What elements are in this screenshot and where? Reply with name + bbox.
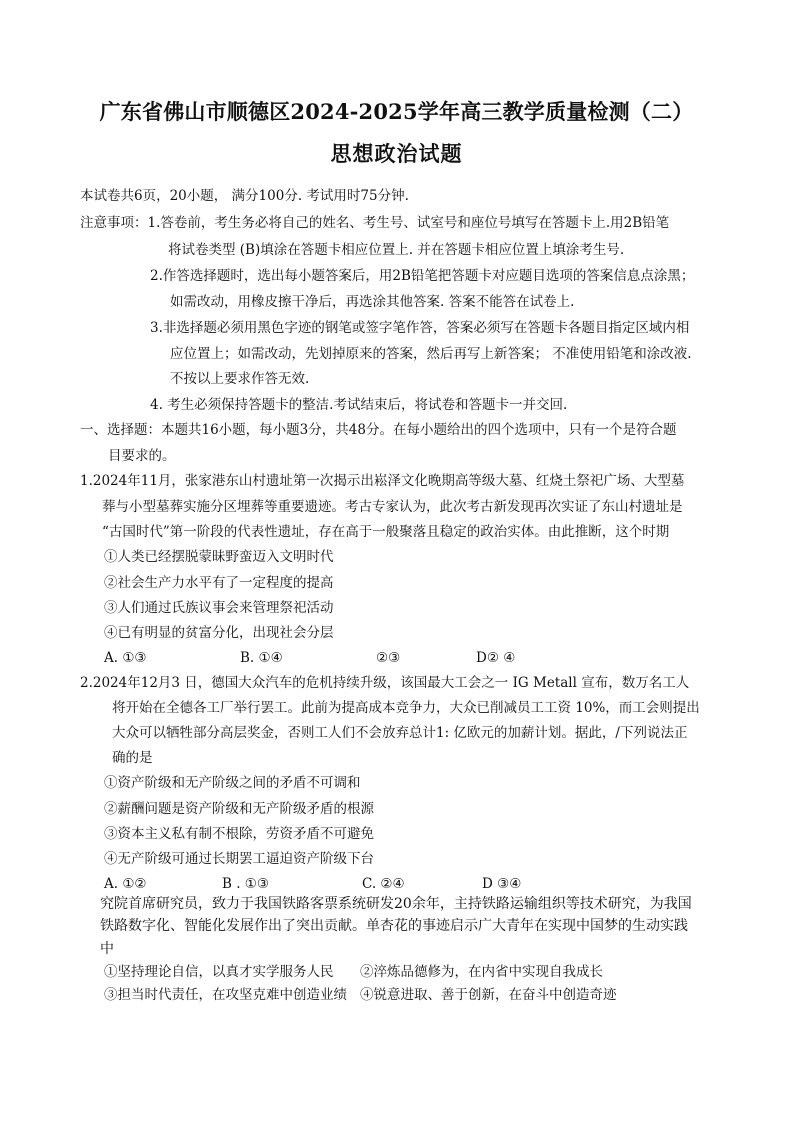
question-2-statement-1: ①资产阶级和无产阶级之间的矛盾不可调和	[104, 775, 361, 791]
question-3-statement-3: ③担当时代责任，在攻坚克难中创造业绩	[104, 987, 347, 1003]
section-heading: 一、选择题：本题共16小题，每小题3分，共48分。在每小题给出的四个选项中，只有一个是符合题	[80, 422, 677, 438]
question-2-option-a[interactable]: A. ①②	[104, 876, 147, 892]
question-1-statement-3: ③人们通过氏族议事会来管理祭祀活动	[104, 600, 334, 616]
page-title: 广东省佛山市顺德区2024-2025学年高三教学质量检测（二）	[99, 99, 694, 124]
notice-line-2a: 2.作答选择题时，选出每小题答案后，用2B铅笔把答题卡对应题目选项的答案信息点涂黑；	[150, 268, 695, 284]
question-1-option-d[interactable]: D② ④	[476, 650, 516, 666]
question-2-text-3: 大众可以牺牲部分高层奖金，否则工人们不会放弃总计1: 亿欧元的加薪计划。据此，/下列说法正	[112, 725, 688, 741]
notice-line-3b: 应位置上；如需改动，先划掉原来的答案，然后再写上新答案； 不准使用铅笔和涂改液.	[170, 346, 692, 362]
question-3-text-2: 铁路数字化、智能化发展作出了突出贡献。单杏花的事迹启示广大青年在实现中国梦的生动实践	[100, 918, 688, 934]
section-heading-cont: 目要求的。	[108, 448, 176, 464]
question-1-statement-2: ②社会生产力水平有了一定程度的提高	[104, 575, 334, 591]
notice-line-1: 注意事项：1.答卷前，考生务必将自己的姓名、考生号、试室号和座位号填写在答题卡上.用2B铅笔	[80, 215, 670, 231]
notice-line-1-cont: 将试卷类型 (B)填涂在答题卡相应位置上. 并在答题卡相应位置上填涂考生号.	[168, 242, 625, 258]
question-1-text-3: “古国时代”第一阶段的代表性遗址，存在高于一般聚落且稳定的政治实体。由此推断，这个时期	[102, 524, 670, 540]
notice-line-2b: 如需改动，用橡皮擦干净后，再选涂其他答案. 答案不能答在试卷上.	[170, 294, 575, 310]
question-1-statement-4: ④已有明显的贫富分化，出现社会分层	[104, 625, 334, 641]
question-3-statement-2: ②淬炼品德修为，在内省中实现自我成长	[360, 964, 603, 980]
notice-line-3a: 3.非选择题必须用黑色字迹的钢笔或签字笔作答，答案必须写在答题卡各题目指定区域内相	[150, 320, 690, 336]
notice-line-4: 4. 考生必须保持答题卡的整洁.考试结束后，将试卷和答题卡一并交回.	[150, 397, 568, 413]
question-2-option-b[interactable]: B . ①③	[222, 876, 269, 892]
question-1-text-2: 葬与小型墓葬实施分区埋葬等重要遗迹。考古专家认为，此次考古新发现再次实证了东山村遗址是	[102, 499, 683, 515]
question-1-statement-1: ①人类已经摆脱蒙昧野蛮迈入文明时代	[104, 549, 334, 565]
exam-info-line: 本试卷共6页，20小题， 满分100分. 考试用时75分钟.	[80, 188, 409, 204]
question-2-statement-4: ④无产阶级可通过长期罢工逼迫资产阶级下台	[104, 851, 374, 867]
page-subtitle: 思想政治试题	[330, 141, 463, 166]
question-1-text-1: 1.2024年11月，张家港东山村遗址第一次揭示出崧泽文化晚期高等级大墓、红烧土祭祀广场、大型墓	[80, 473, 685, 489]
question-1-option-a[interactable]: A. ①③	[104, 650, 147, 666]
question-2-text-4: 确的是	[112, 750, 153, 766]
question-2-option-d[interactable]: D ③④	[482, 876, 522, 892]
question-3-statement-1: ①坚持理论自信，以真才实学服务人民	[104, 964, 334, 980]
question-2-option-c[interactable]: C. ②④	[362, 876, 405, 892]
question-3-text-1: 究院首席研究员，致力于我国铁路客票系统研发20余年，主持铁路运输组织等技术研究，为我国	[100, 896, 692, 912]
question-3-text-3: 中	[100, 941, 114, 957]
question-2-text-2: 将开始在全德各工厂举行罢工。此前为提高成本竞争力，大众已削减员工工资 10%，而工会则提出	[112, 700, 700, 716]
question-2-text-1: 2.2024年12月3 日，德国大众汽车的危机持续升级，该国最大工会之一 IG Metall 宣布，数万名工人	[80, 675, 690, 691]
question-2-statement-2: ②薪酬问题是资产阶级和无产阶级矛盾的根源	[104, 801, 374, 817]
question-3-statement-4: ④锐意进取、善于创新，在奋斗中创造奇迹	[360, 987, 617, 1003]
question-1-option-b[interactable]: B. ①④	[240, 650, 283, 666]
question-1-option-c[interactable]: ②③	[376, 650, 401, 666]
notice-line-3c: 不按以上要求作答无效.	[170, 371, 310, 387]
question-2-statement-3: ③资本主义私有制不根除，劳资矛盾不可避免	[104, 826, 374, 842]
